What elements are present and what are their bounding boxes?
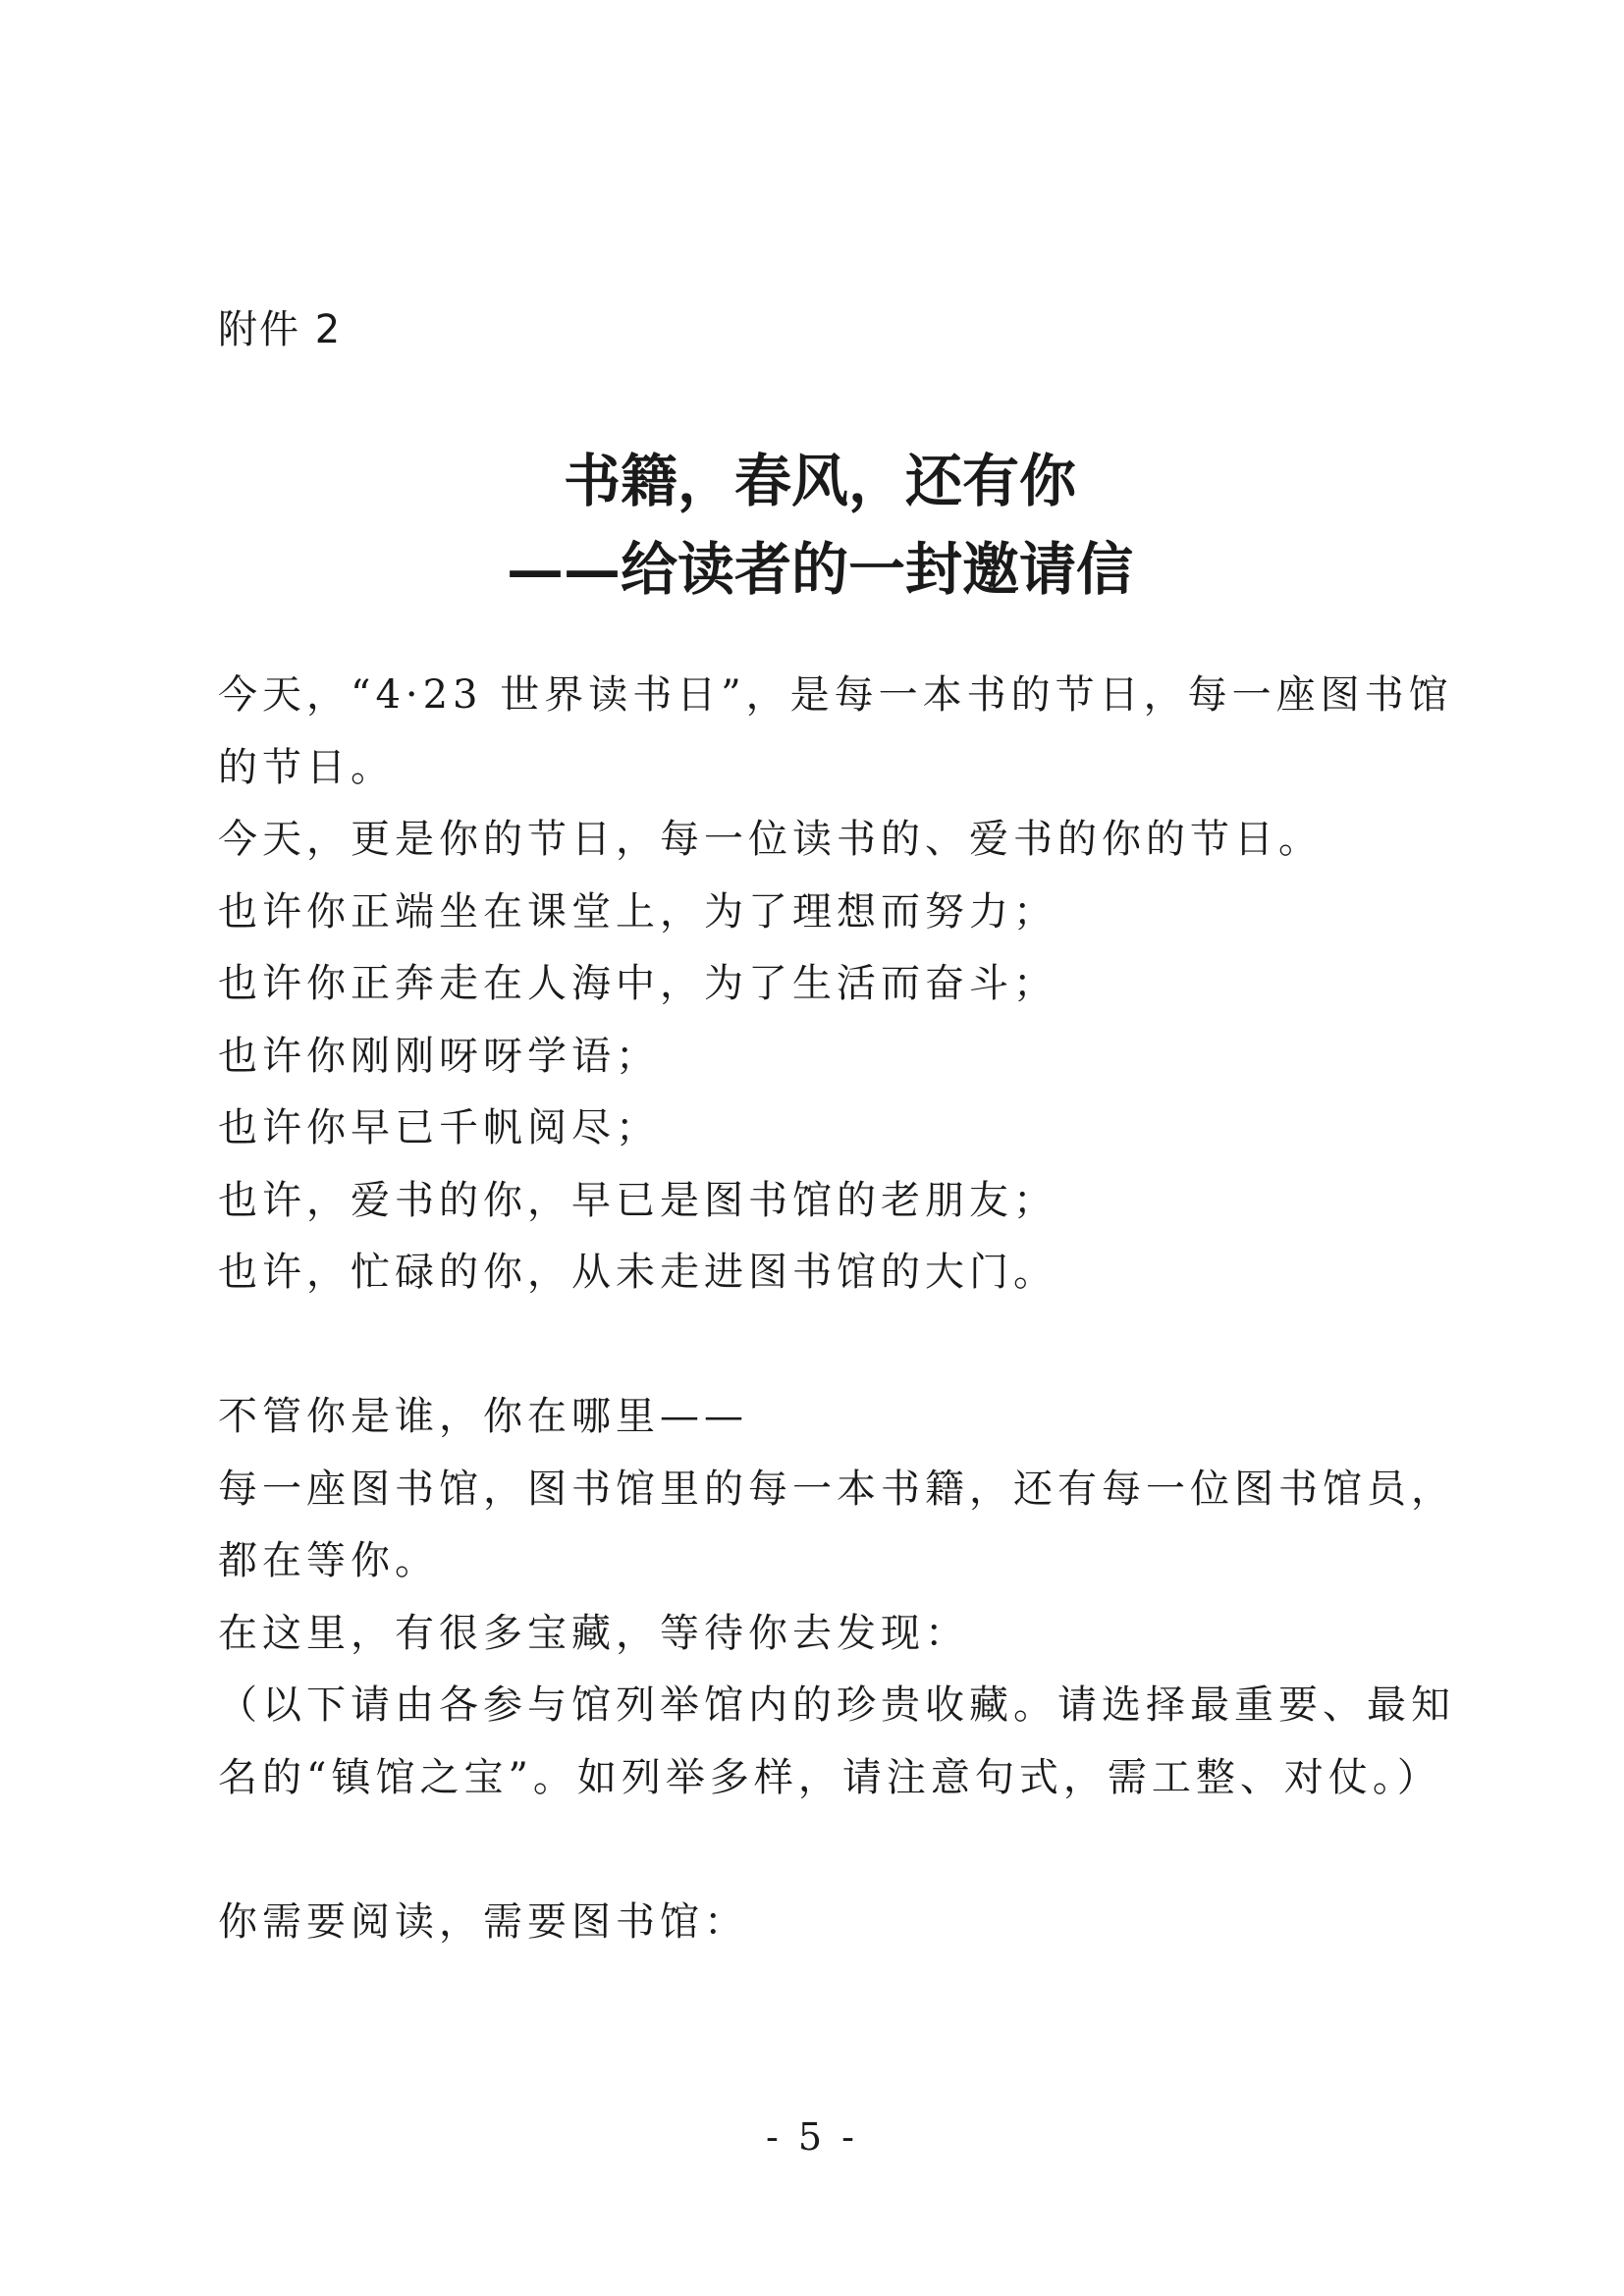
- body-line: 每一座图书馆，图书馆里的每一本书籍，还有每一位图书馆员，: [218, 1466, 1455, 1512]
- body-line: 的节日。: [218, 744, 395, 790]
- body-line: 不管你是谁，你在哪里——: [218, 1394, 748, 1439]
- body-line: 都在等你。: [218, 1538, 439, 1583]
- body-line: 也许你正端坐在课堂上，为了理想而努力；: [218, 888, 1057, 934]
- body-line: 也许你早已千帆阅尽；: [218, 1105, 660, 1150]
- body-line: 名的“镇馆之宝”。如列举多样，请注意句式，需工整、对仗。）: [218, 1754, 1441, 1800]
- body-line: 今天，更是你的节日，每一位读书的、爱书的你的节日。: [218, 817, 1323, 862]
- body-line: 你需要阅读，需要图书馆：: [218, 1898, 748, 1945]
- document-title: 书籍，春风，还有你: [563, 448, 1076, 514]
- body-line: 也许你正奔走在人海中，为了生活而奋斗；: [218, 961, 1057, 1006]
- title-block: [0, 437, 1624, 614]
- body-line: （以下请由各参与馆列举馆内的珍贵收藏。请选择最重要、最知: [218, 1682, 1455, 1728]
- body-line: 在这里，有很多宝藏，等待你去发现：: [218, 1610, 969, 1656]
- paragraph-gap: [218, 1814, 1440, 1887]
- body-line: 也许，爱书的你，早已是图书馆的老朋友；: [218, 1177, 1057, 1223]
- letter-body: [218, 660, 1455, 1958]
- attachment-label: 附件 2: [218, 307, 343, 352]
- body-line: 也许你刚刚呀呀学语；: [218, 1033, 660, 1079]
- paragraph-gap: [218, 1309, 1440, 1382]
- body-line: 也许，忙碌的你，从未走进图书馆的大门。: [218, 1250, 1057, 1295]
- body-line: 今天，“4·23 世界读书日”，是每一本书的节日，每一座图书馆: [218, 672, 1453, 718]
- page-number: - 5 -: [765, 2115, 858, 2159]
- document-subtitle: ——给读者的一封邀请信: [506, 536, 1133, 603]
